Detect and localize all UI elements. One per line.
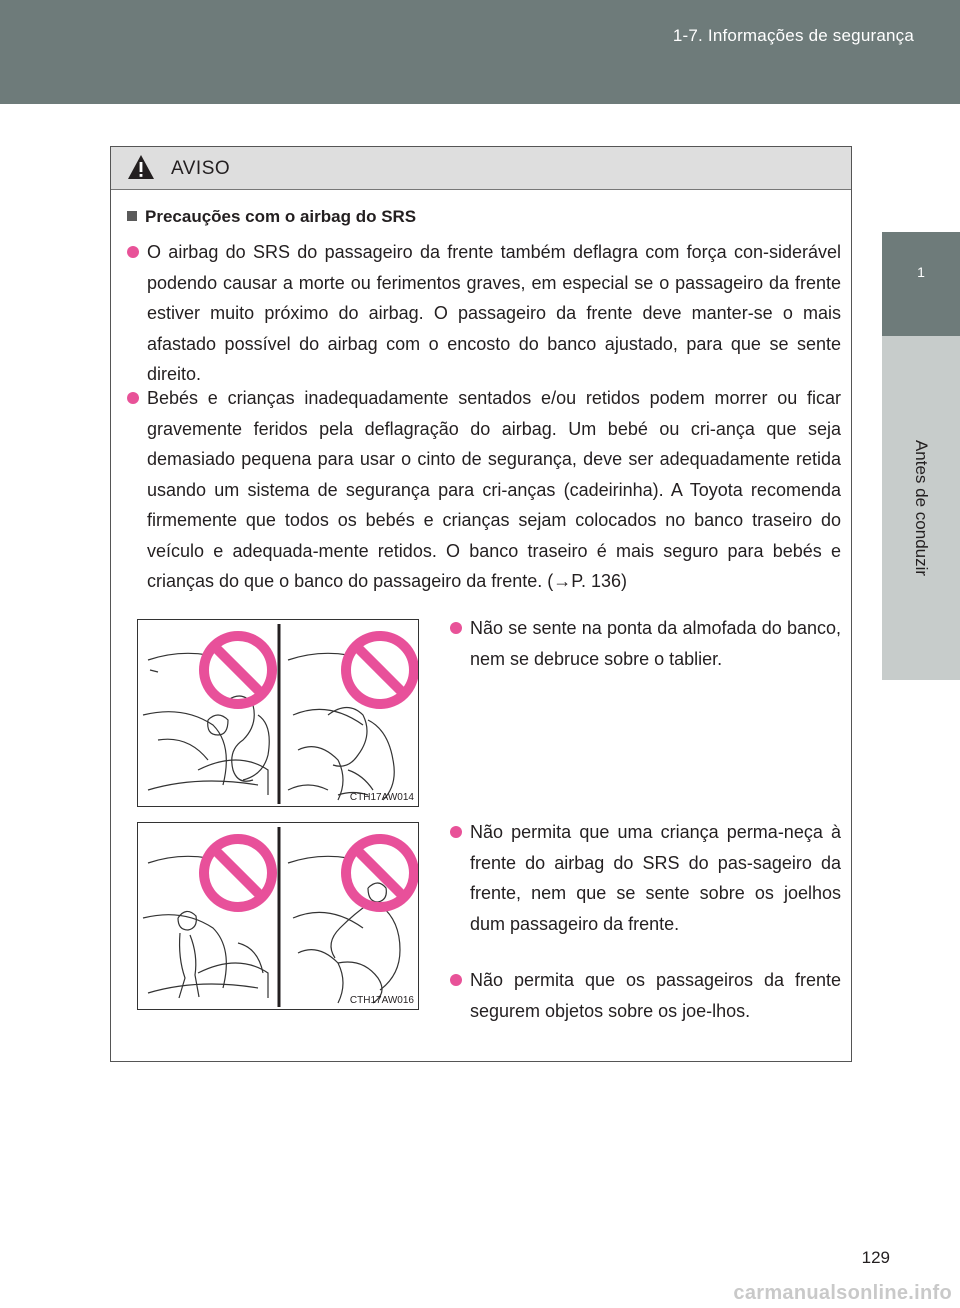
- illustration-child-front-seat: [137, 822, 419, 1010]
- prohibited-sign-icon: [346, 636, 414, 704]
- prohibited-sign-icon: [346, 839, 414, 907]
- warning-header: [111, 147, 851, 190]
- bullet-dot-icon: [127, 392, 139, 404]
- bullet-dot-icon: [450, 974, 462, 986]
- bullet-item: [147, 237, 841, 390]
- square-bullet-icon: [127, 211, 137, 221]
- bullet-text: Bebés e crianças inadequadamente sentados e/ou retidos podem morrer ou ficar gravemente feridos pela deflagração do airbag. Um bebé ou cri-ança que seja demasiado pequena para usar o cinto de segurança, deve ser adequadamente retida usando um sistema de segurança para cri-anças (cadeirinha). A Toyota recomenda firmemente que todos os bebés e crianças sejam colocados no banco traseiro do veículo e adequada-mente retidos. O banco traseiro é mais seguro para bebés e crianças do que o banco do passageiro da frente. (→P. 136): [147, 388, 841, 591]
- page-number: 129: [861, 1248, 890, 1267]
- illustration-code: CTH17AW016: [349, 995, 414, 1006]
- chapter-tab: [882, 232, 960, 336]
- bullet-text: Não se sente na ponta da almofada do banco, nem se debruce sobre o tablier.: [470, 618, 841, 669]
- illustration-code: CTH17AW014: [349, 792, 414, 803]
- header-bar: [0, 0, 960, 104]
- bullet-dot-icon: [450, 826, 462, 838]
- section-title: 1-7. Informações de segurança: [672, 26, 914, 45]
- warning-triangle-icon: [127, 154, 155, 180]
- bullet-text: O airbag do SRS do passageiro da frente também deflagra com força con-siderável podendo causar a morte ou ferimentos graves, em especial se o passageiro da frente estiver muito próximo do airbag. O passageiro da frente deve manter-se o mais afastado possível do airbag com o encosto do banco ajustado, para que se sente direito.: [147, 242, 841, 384]
- subheading: [127, 207, 416, 227]
- bullet-dot-icon: [450, 622, 462, 634]
- subheading-text: Precauções com o airbag do SRS: [145, 207, 417, 226]
- warning-title: AVISO: [171, 158, 231, 179]
- bullet-item: [470, 817, 841, 939]
- side-tab-spacer: [882, 104, 960, 232]
- chapter-number: 1: [917, 264, 925, 280]
- prohibited-sign-icon: [204, 636, 272, 704]
- bullet-text: Não permita que uma criança perma-neça à frente do airbag do SRS do pas-sageiro da frente, nem que se sente sobre os joelhos dum passageiro da frente.: [470, 822, 841, 934]
- bullet-item: [470, 613, 841, 674]
- bullet-item: [147, 383, 841, 597]
- warning-box: [110, 146, 852, 1062]
- chapter-label: Antes de conduzir: [912, 439, 931, 577]
- prohibited-sign-icon: [204, 839, 272, 907]
- illustration-seated-too-close: [137, 619, 419, 807]
- watermark: carmanualsonline.info: [733, 1282, 952, 1304]
- bullet-text: Não permita que os passageiros da frente segurem objetos sobre os joe-lhos.: [470, 970, 841, 1021]
- bullet-dot-icon: [127, 246, 139, 258]
- bullet-item: [470, 965, 841, 1026]
